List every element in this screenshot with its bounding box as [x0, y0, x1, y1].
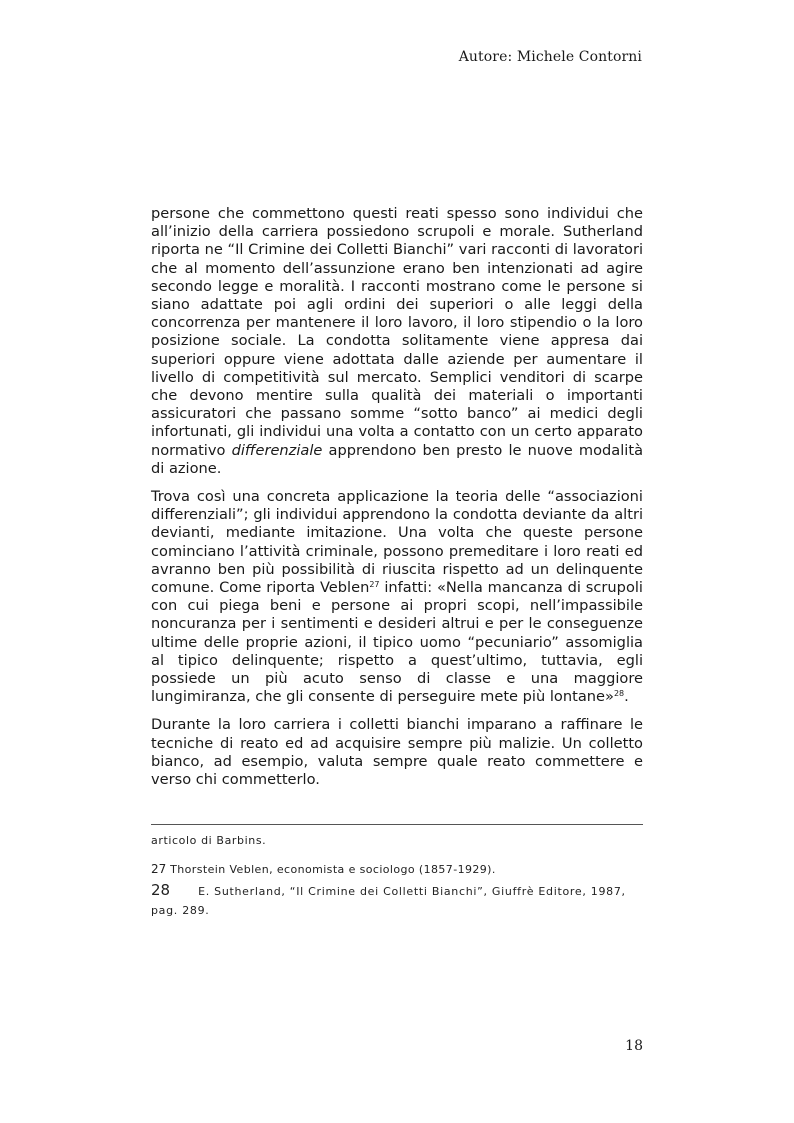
- footnotes: [151, 833, 643, 924]
- footnote-28: [151, 881, 643, 920]
- footnote-separator: [151, 824, 643, 825]
- footnote-27: [151, 862, 643, 877]
- page-number: 18: [625, 1038, 643, 1054]
- footnote-27-text: Thorstein Veblen, economista e sociologo (1857-1929).: [166, 863, 496, 876]
- footnote-continuation: articolo di Barbins.: [151, 834, 267, 847]
- paragraph-3: Durante la loro carriera i colletti bianchi imparano a raffinare le tecniche di reato ed ad acquisire sempre più malizie. Un colletto bianco, ad esempio, valuta sempre quale reato commettere e verso chi commetterlo.: [151, 716, 643, 789]
- footnote-ref-27[interactable]: 27: [369, 580, 380, 590]
- paragraph-2: [151, 488, 643, 706]
- paragraph-2-quote: infatti: «Nella mancanza di scrupoli con cui piega beni e persone ai propri scopi, nell’impassibile noncuranza per i sentimenti e desideri altrui e per le conseguenze ultime delle proprie azioni, il tipico uomo “pecuniario” assomiglia al tipico delinquente; rispetto a quest’ultimo, tuttavia, egli possiede un più acuto senso di classe e una maggiore lungimiranza, che gli consente di perseguire mete più lontane»: [151, 579, 643, 706]
- paragraph-1: [151, 205, 643, 478]
- paragraph-1-text: persone che commettono questi reati spesso sono individui che all’inizio della carriera possiedono scrupoli e morale. Sutherland riporta ne “Il Crimine dei Colletti Bianchi” vari racconti di lavoratori che al momento dell’assunzione erano ben intenzionati ad agire secondo legge e moralità. I racconti mostrano come le persone si siano adattate poi agli ordini dei superiori o alle leggi della concorrenza per mantenere il loro lavoro, il loro stipendio o la loro posizione sociale. La condotta solitamente viene appresa dai superiori oppure viene adottata dalle aziende per aumentare il livello di competitività sul mercato. Semplici venditori di scarpe che devono mentire sulla qualità dei materiali o importanti assicuratori che passano somme “sotto banco” ai medici degli infortunati, gli individui una volta a contatto con un certo apparato normativo: [151, 205, 643, 459]
- running-header-author: Autore: Michele Contorni: [458, 49, 642, 65]
- footnote-28-text: E. Sutherland, “Il Crimine dei Colletti Bianchi”, Giuffrè Editore, 1987, pag. 289.: [151, 885, 626, 917]
- paragraph-1-text-end: apprendono ben presto le nuove modalità di azione.: [151, 441, 644, 477]
- italic-term: differenziale: [231, 441, 323, 459]
- body-text: [151, 205, 643, 799]
- footnote-ref-28[interactable]: 28: [613, 689, 625, 699]
- footnote-27-number: 27: [151, 862, 167, 876]
- footnote-28-number: 28: [151, 881, 171, 899]
- paragraph-2-text: Trova così una concreta applicazione la teoria delle “associazioni differenziali”; gli individui apprendono la condotta deviante da altri devianti, mediante imitazione. Una volta che queste persone cominciano l’attività criminale, possono premeditare i loro reati ed avranno ben più possibilità di riuscita rispetto ad un delinquente comune. Come riporta Veblen: [151, 488, 643, 597]
- paragraph-2-end: .: [624, 688, 629, 706]
